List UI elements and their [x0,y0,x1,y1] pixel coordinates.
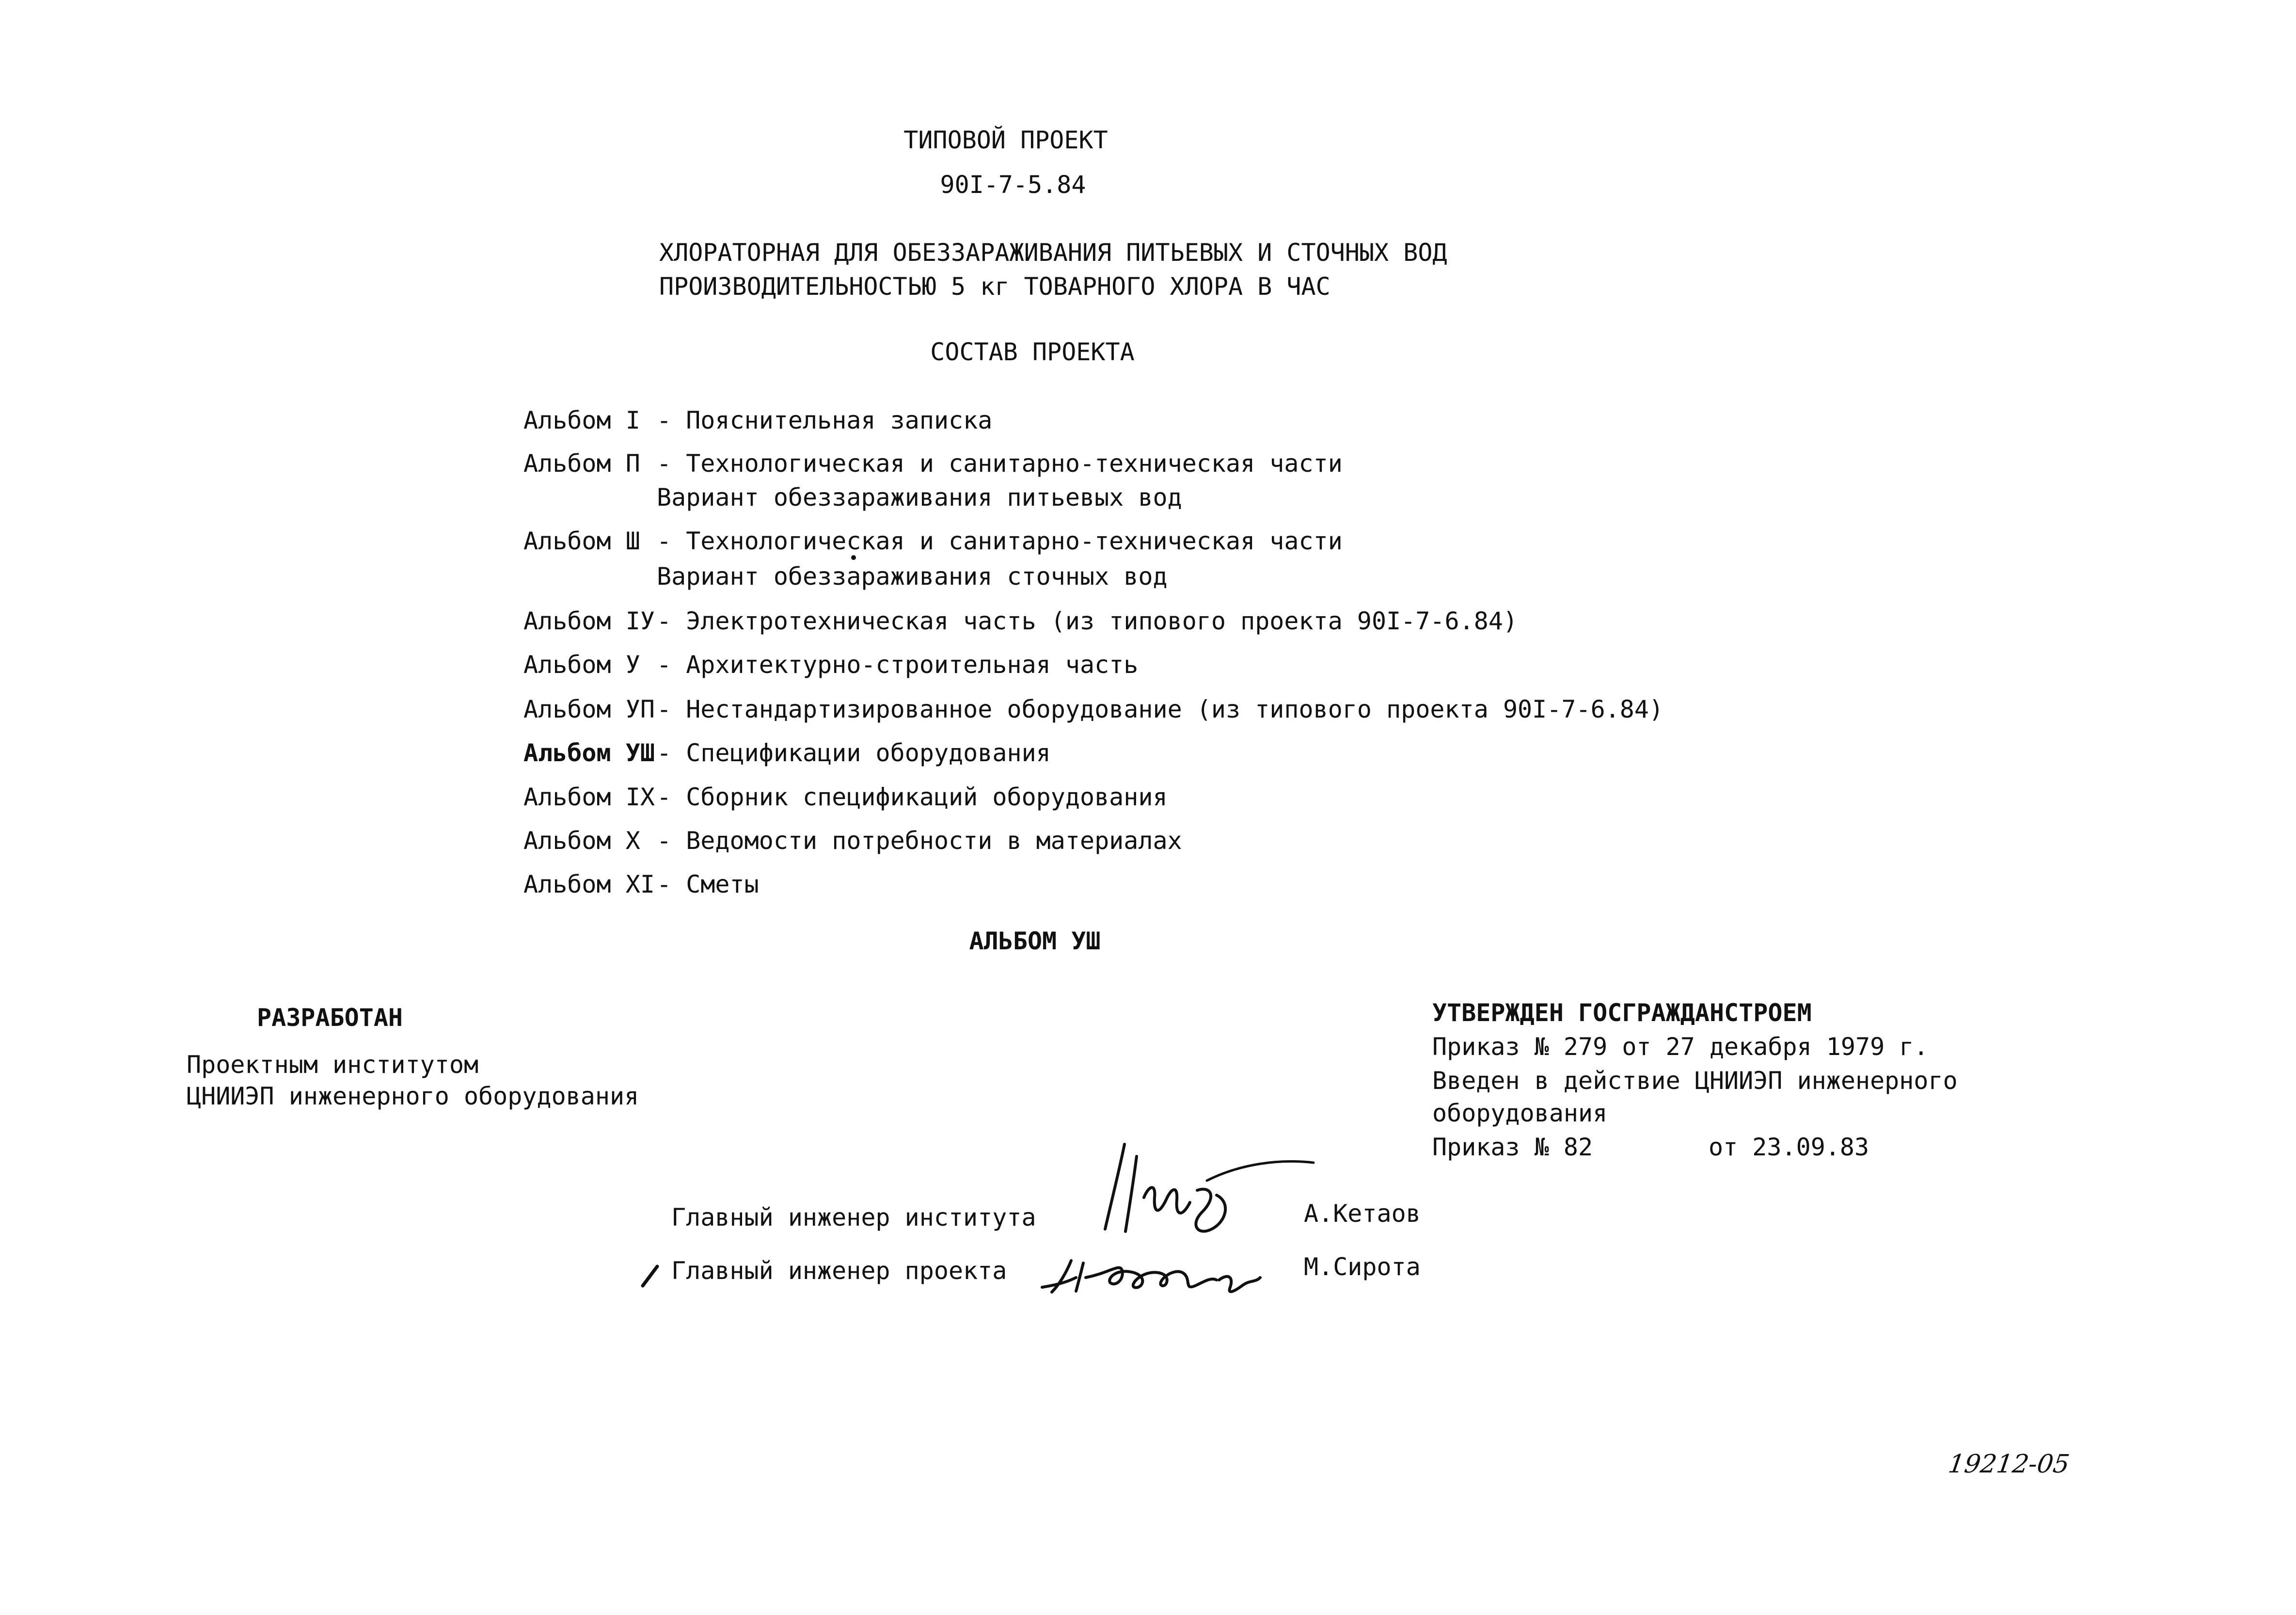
album-description: - Нестандартизированное оборудование (из типового проекта 90I-7-6.84) [657,695,1664,723]
approved-line-1: Приказ № 279 от 27 декабря 1979 г. [1432,1033,1929,1061]
album-label: Альбом IX [523,783,655,811]
approved-order-date: от 23.09.83 [1709,1133,1869,1161]
album-label: Альбом У [523,651,640,679]
album-description: - Электротехническая часть (из типового проекта 90I-7-6.84) [657,607,1518,635]
developed-line-2: ЦНИИЭП инженерного оборудования [187,1082,639,1110]
album-description: - Сметы [657,870,759,898]
approved-order-number: Приказ № 82 [1432,1133,1593,1161]
current-album-heading: АЛЬБОМ УШ [969,927,1101,955]
album-label: Альбом I [523,406,640,434]
album-label: Альбом XI [523,870,655,898]
album-label: Альбом Ш [523,527,640,555]
project-title-line-2: ПРОИЗВОДИТЕЛЬНОСТЬЮ 5 кг ТОВАРНОГО ХЛОРА В ЧАС [659,272,1330,301]
project-title-line-1: ХЛОРАТОРНАЯ ДЛЯ ОБЕЗЗАРАЖИВАНИЯ ПИТЬЕВЫХ И СТОЧНЫХ ВОД [659,239,1447,267]
album-label: Альбом УП [523,695,655,723]
signature-role: Главный инженер проекта [671,1257,1007,1285]
album-description: - Архитектурно-строительная часть [657,651,1139,679]
signature-name: М.Сирота [1304,1253,1421,1281]
album-description: - Пояснительная записка [657,406,993,434]
album-description-line-2: Вариант обеззараживания питьевых вод [657,483,1182,512]
album-label: Альбом УШ [523,739,655,767]
inventory-number: 19212-05 [1946,1450,2072,1479]
approved-line-2: Введен в действие ЦНИИЭП инженерного [1432,1067,1958,1095]
album-description: - Технологическая и санитарно-техническая части [657,449,1343,478]
pen-mark [640,1264,659,1289]
approved-heading: УТВЕРЖДЕН ГОСГРАЖДАНСТРОЕМ [1432,999,1812,1027]
developed-line-1: Проектным институтом [187,1051,479,1079]
developed-heading: РАЗРАБОТАН [257,1004,403,1032]
approved-line-3: оборудования [1432,1099,1608,1127]
signature-role: Главный инженер института [671,1203,1036,1231]
album-label: Альбом X [523,827,640,855]
composition-heading: СОСТАВ ПРОЕКТА [930,338,1135,366]
album-description: - Технологическая и санитарно-техническая части [657,527,1343,555]
signature-name: А.Кетаов [1304,1199,1421,1228]
project-code: 90I-7-5.84 [940,171,1086,199]
project-type: ТИПОВОЙ ПРОЕКТ [903,126,1108,154]
handwritten-signature [1086,1139,1318,1246]
album-description-line-2: Вариант обеззараживания сточных вод [657,562,1168,591]
album-label: Альбом П [523,449,640,478]
album-label: Альбом IУ [523,607,655,635]
album-description: - Сборник спецификаций оборудования [657,783,1168,811]
album-description: - Ведомости потребности в материалах [657,827,1182,855]
album-description: - Спецификации оборудования [657,739,1051,767]
ink-dot [851,555,856,560]
handwritten-signature [1037,1244,1280,1302]
